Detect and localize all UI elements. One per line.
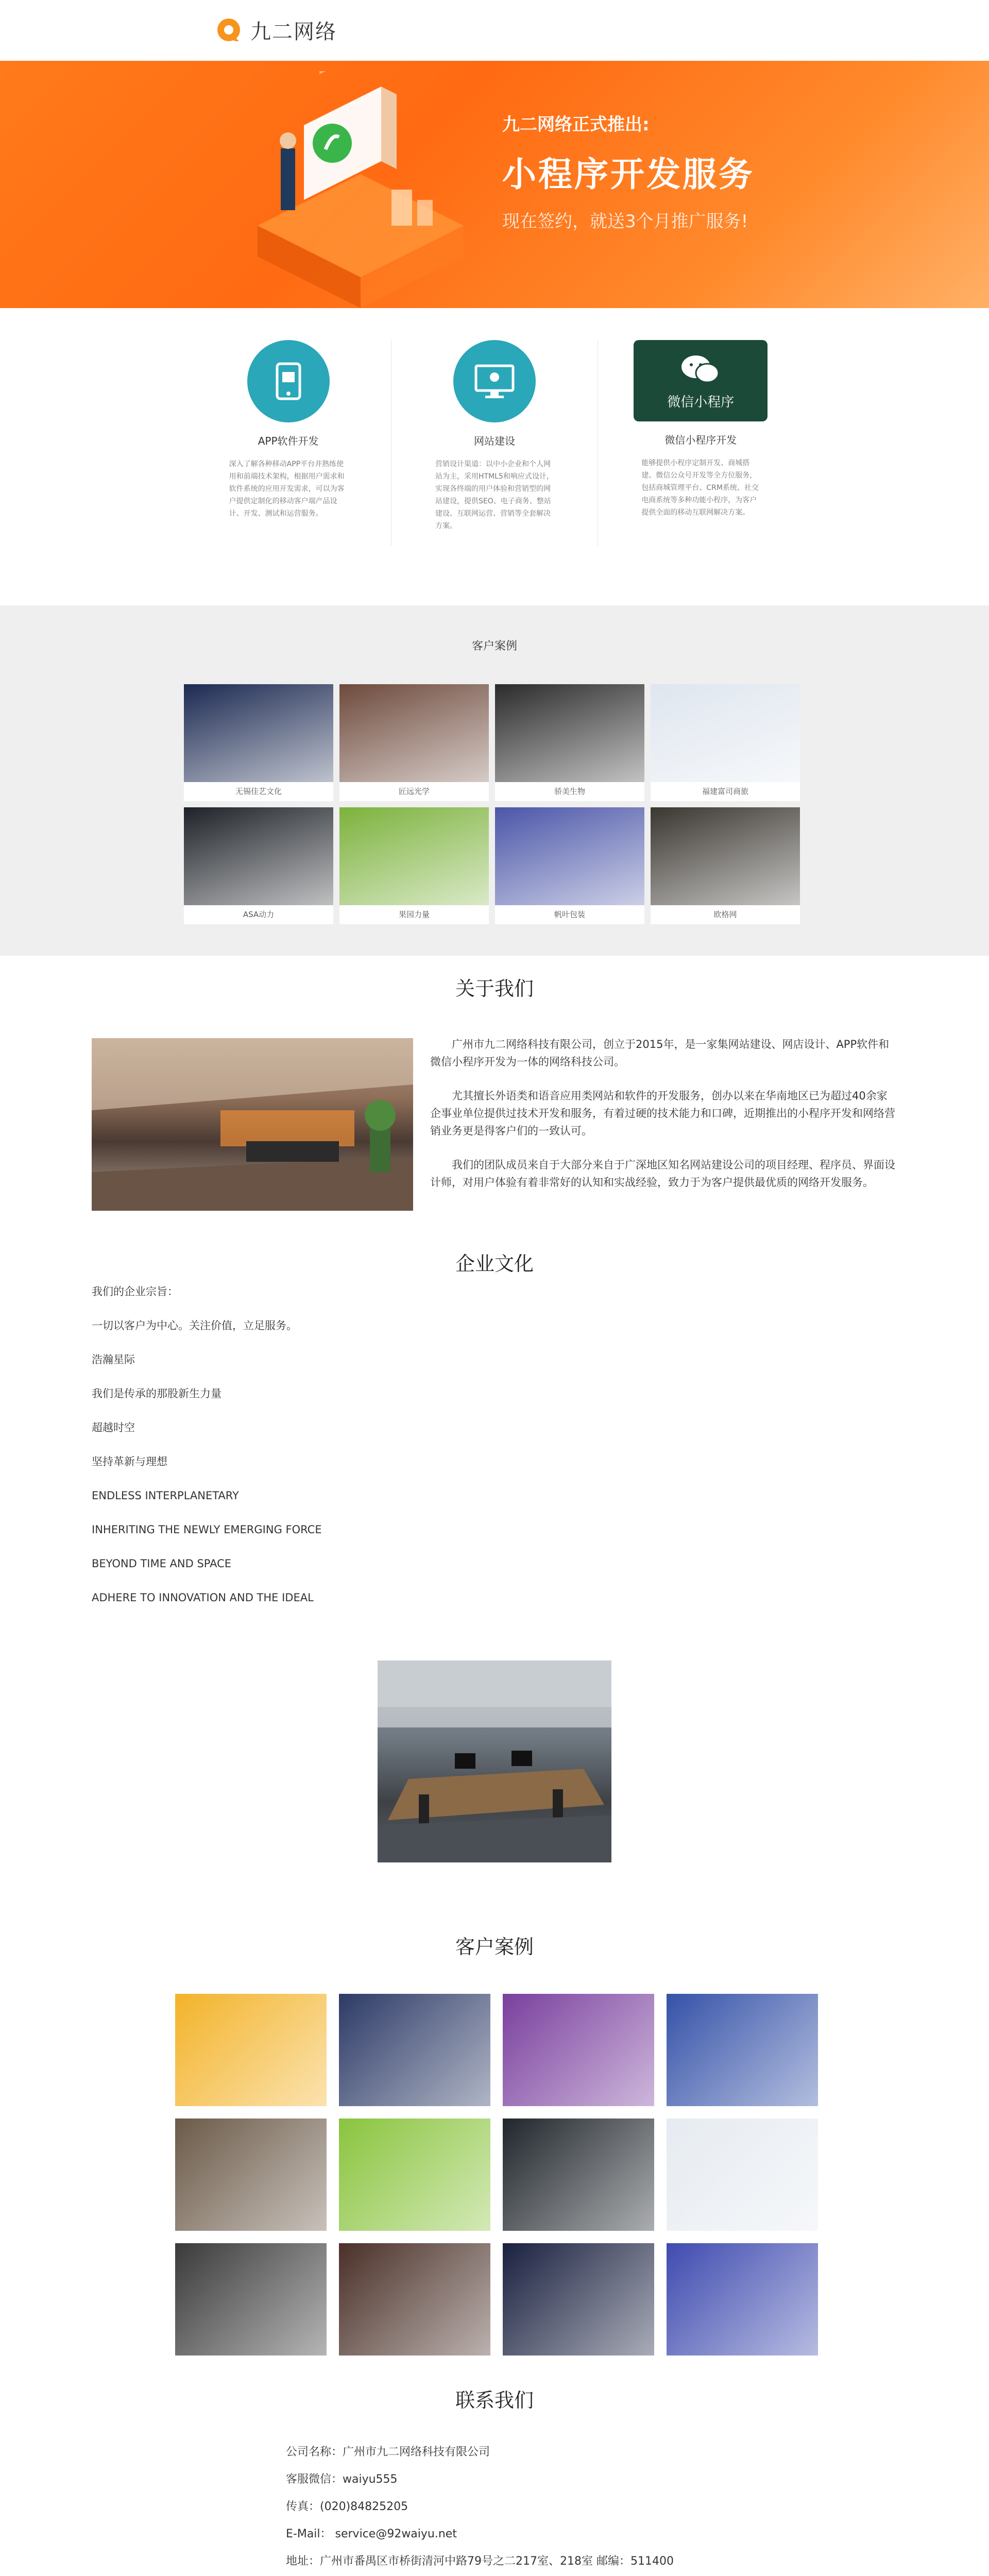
case-thumbnail[interactable] [503,2243,654,2355]
contact-info [286,2445,674,2576]
contact-title: 联系我们 [455,2389,534,2412]
case-card[interactable] [495,684,644,801]
contact-line: 地址：广州市番禺区市桥街清河中路79号之二217室、218室 邮编：511400 [286,2555,674,2568]
case-thumbnail[interactable] [503,1994,654,2106]
monitor-icon [453,340,536,422]
services-row [185,340,804,546]
case-label: 欧格网 [713,910,737,919]
case-label: 骄美生物 [554,787,585,796]
service-miniprogram[interactable] [598,340,804,546]
culture-line: ADHERE TO INNOVATION AND THE IDEAL [92,1591,314,1604]
case-thumbnail[interactable] [175,2243,327,2355]
client-cases-title: 客户案例 [455,1936,534,1958]
case-thumbnail [495,684,644,782]
case-thumbnail[interactable] [339,2119,490,2231]
case-thumbnail [651,807,800,905]
about-paragraph: 我们的团队成员来自于大部分来自于广深地区知名网站建设公司的项目经理、程序员、界面设计师，对用户体验有着非常好的认知和实战经验，致力于为客户提供最优质的网络开发服务。 [430,1159,895,1189]
case-card[interactable] [651,684,800,801]
wechat-badge-text: 微信小程序 [667,394,735,410]
case-label: 福建富司商旅 [702,787,748,796]
culture-line: 我们是传承的那股新生力量 [92,1387,221,1400]
open-office-photo [378,1660,611,1862]
case-label: 匠远光学 [398,787,430,796]
case-thumbnail[interactable] [503,2119,654,2231]
case-thumbnail[interactable] [667,2243,818,2355]
service-website[interactable] [391,340,598,546]
brand-name: 九二网络 [250,20,337,44]
contact-line: E-Mail： service@92waiyu.net [286,2528,457,2540]
culture-line: BEYOND TIME AND SPACE [92,1557,232,1570]
culture-title: 企业文化 [455,1252,534,1275]
logo-mark-icon [215,16,243,44]
case-thumbnail-grid [175,1994,818,2355]
service-description: 能够提供小程序定制开发、商城搭建、微信公众号开发等全方位服务，包括商城管理平台、CRM系统、社交电商系统等多种功能小程序，为客户提供全面的移动互联网解决方案。 [641,459,759,517]
banner-offer: 现在签约，就送3个月推广服务! [502,211,748,232]
case-thumbnail[interactable] [175,2119,327,2231]
case-label: ASA动力 [243,910,275,919]
case-card[interactable] [651,807,800,924]
case-thumbnail[interactable] [667,2119,818,2231]
culture-line: 一切以客户为中心。关注价值，立足服务。 [92,1319,297,1332]
contact-line: 客服微信：waiyu555 [286,2473,398,2486]
case-thumbnail [495,807,644,905]
service-title: APP软件开发 [258,435,319,447]
case-card[interactable] [339,684,489,801]
case-label: 无锡佳艺文化 [235,787,282,796]
service-title: 网站建设 [473,435,515,447]
banner-subtitle: 九二网络正式推出: [502,114,650,135]
culture-line: INHERITING THE NEWLY EMERGING FORCE [92,1523,322,1536]
phone-app-icon [247,340,330,422]
case-thumbnail[interactable] [339,2243,490,2355]
case-card[interactable] [495,807,644,924]
banner-text [502,110,755,232]
case-label: 帆叶包装 [554,910,585,919]
case-card[interactable] [184,684,333,801]
culture-line: 浩瀚星际 [92,1353,135,1366]
about-text [430,1036,896,1208]
isometric-phone-illustration-icon [227,71,484,308]
case-thumbnail[interactable] [667,1994,818,2106]
office-lobby-photo [92,1038,413,1211]
section-title: 客户案例 [471,640,517,653]
hero-banner [0,61,989,308]
about-title: 关于我们 [455,977,534,1000]
case-thumbnail [184,807,333,905]
case-thumbnail[interactable] [175,1994,327,2106]
culture-line: ENDLESS INTERPLANETARY [92,1489,239,1502]
culture-line: 我们的企业宗旨： [92,1285,178,1298]
case-thumbnail [184,684,333,782]
case-thumbnail[interactable] [339,1994,490,2106]
contact-line: 传真：(020)84825205 [286,2500,408,2513]
culture-line: 坚持革新与理想 [92,1455,167,1468]
culture-line: 超越时空 [92,1421,135,1434]
service-description: 营销设计渠道：以中小企业和个人网站为主，采用HTML5和响应式设计，实现各终端的用户体验和营销型的网站建设，提供SEO、电子商务、整站建设、互联网运营、营销等全套解决方案。 [435,460,554,530]
contact-line: 公司名称：广州市九二网络科技有限公司 [286,2446,490,2459]
case-thumbnail [339,684,489,782]
case-card[interactable] [339,807,489,924]
service-description: 深入了解各种移动APP平台并熟练使用和前端技术架构，根据用户需求和软件系统的应用开发需求，可以为客户提供定制化的移动客户端产品设计、开发、测试和运营服务。 [229,460,345,518]
about-paragraph: 广州市九二网络科技有限公司，创立于2015年，是一家集网站建设、网店设计、APP软件和微信小程序开发为一体的网络科技公司。 [430,1038,890,1068]
logo[interactable] [215,15,337,45]
about-paragraph: 尤其擅长外语类和语音应用类网站和软件的开发服务，创办以来在华南地区已为超过40余家企事业单位提供过技术开发和服务，有着过硬的技术能力和口碑，近期推出的小程序开发和网络营销业务更是得客户们的一致认可。 [430,1090,895,1137]
banner-title: 小程序开发服务 [502,155,755,194]
client-cases-grey-section [0,605,989,956]
case-thumbnail [651,684,800,782]
wechat-logo-icon [634,340,768,421]
site-header [0,0,989,61]
case-grid [184,684,800,924]
culture-list [92,1284,607,1624]
case-card[interactable] [184,807,333,924]
service-app[interactable] [185,340,391,546]
case-label: 果园力量 [398,910,430,919]
case-thumbnail [339,807,489,905]
service-title: 微信小程序开发 [664,434,737,446]
